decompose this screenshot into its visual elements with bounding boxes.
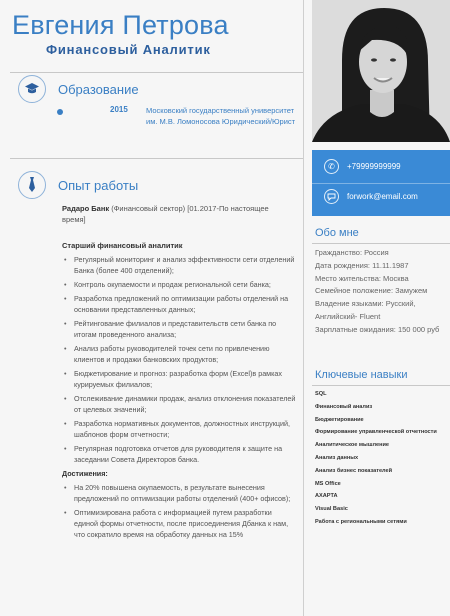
skill-item: Аналитическое мышление — [315, 442, 389, 449]
skills-underline — [312, 385, 450, 386]
education-year: 2015 — [110, 105, 128, 114]
about-item: Зарплатные ожидания: 150 000 руб — [315, 324, 440, 334]
skill-item: SQL — [315, 391, 327, 397]
tie-icon — [18, 171, 46, 199]
timeline-dot — [57, 109, 63, 115]
about-underline — [312, 243, 450, 244]
phone-row[interactable] — [324, 159, 401, 174]
column-divider — [303, 0, 304, 616]
skill-item: Анализ данных — [315, 454, 359, 461]
skills-list — [315, 391, 450, 532]
skill-item: Бюджетирование — [315, 416, 364, 423]
portrait-image — [312, 0, 450, 142]
responsibility-item: • Регулярная подготовка отчетов для руководителя к защите на заседании Совета Директоров банка. — [62, 443, 297, 465]
responsibility-item: • Разработка предложений по оптимизации работы отделений на основании представленных данных; — [62, 293, 297, 315]
about-item: Владение языками: Русский, — [315, 299, 416, 309]
about-item: Гражданство: Россия — [315, 248, 389, 257]
responsibility-item: • Анализ работы руководителей точек сети по привлечению клиентов и продажи банковских продуктов; — [62, 343, 297, 365]
skill-item: Работа с региональными сетями — [315, 518, 407, 525]
contact-bar — [312, 150, 450, 216]
about-item: Английский- Fluent — [315, 311, 381, 321]
skill-item: AXAPTA — [315, 493, 338, 500]
about-item: Семейное положение: Замужем — [315, 286, 428, 296]
email-address: forwork@email.com — [347, 192, 418, 201]
section-divider — [10, 158, 303, 159]
responsibility-item: • Регулярный мониторинг и анализ эффективности сети отделений Банка (более 400 отделений); — [62, 254, 297, 276]
education-section-title: Образование — [58, 82, 139, 97]
email-row[interactable] — [324, 189, 418, 204]
chat-icon — [324, 189, 339, 204]
work-section-title: Опыт работы — [58, 178, 139, 193]
phone-icon: ✆ — [324, 159, 339, 174]
graduation-cap-icon — [18, 75, 46, 103]
about-item: Место жительства: Москва — [315, 273, 409, 283]
responsibilities-list — [62, 254, 297, 543]
responsibility-item: • Разработка нормативных документов, должностных инструкций, шаблонов форм отчетности; — [62, 418, 297, 440]
responsibility-item: • Оптимизирована работа с информацией путем разработки единой формы отчетности, после присоединения Дбанка к нам, что сократило время на обработку данных на 15% — [62, 507, 297, 540]
responsibility-item: • Контроль окупаемости и продаж региональной сети банка; — [62, 279, 297, 290]
person-name: Евгения Петрова — [12, 10, 229, 40]
skill-item: Формирование управленческой отчетности — [315, 429, 437, 436]
education-institution: Московский государственный университет им. М.В. Ломоносова Юридический/Юрист — [146, 106, 296, 126]
company-details: (Финансовый сектор) [01.2017-По настоящее время] — [62, 204, 269, 224]
responsibility-item: • На 20% повышена окупаемость, в результате вынесения предложений по оптимизации работы отделений (400+ офисов); — [62, 482, 297, 504]
job-title: Финансовый Аналитик — [46, 42, 211, 57]
skill-item: Анализ бизнес показателей — [315, 467, 393, 474]
phone-number: +79999999999 — [347, 162, 401, 171]
responsibility-item: • Бюджетирование и прогноз: разработка форм (Excel)в рамках курируемых филиалов; — [62, 368, 297, 390]
responsibility-item: • Рейтингование филиалов и представительств сети банка по итогам проведенного анализа; — [62, 318, 297, 340]
responsibility-item: • Отслеживание динамики продаж, анализ отклонения показателей от целевых значений; — [62, 393, 297, 415]
skill-item: Финансовый анализ — [315, 403, 373, 410]
achievements-heading: Достижения: — [62, 469, 108, 478]
profile-photo — [312, 0, 450, 142]
about-list — [315, 247, 450, 337]
about-item: Дата рождения: 11.11.1987 — [315, 260, 409, 270]
job-role: Старший финансовый аналитик — [62, 241, 183, 250]
contact-separator — [312, 183, 450, 184]
about-section-title: Обо мне — [315, 227, 359, 239]
skill-item: Visual Basic — [315, 506, 348, 513]
section-divider — [10, 72, 303, 73]
skill-item: MS Office — [315, 480, 341, 487]
job-header — [62, 203, 294, 225]
company-name: Радаро Банк — [62, 204, 110, 213]
skills-section-title: Ключевые навыки — [315, 369, 408, 381]
